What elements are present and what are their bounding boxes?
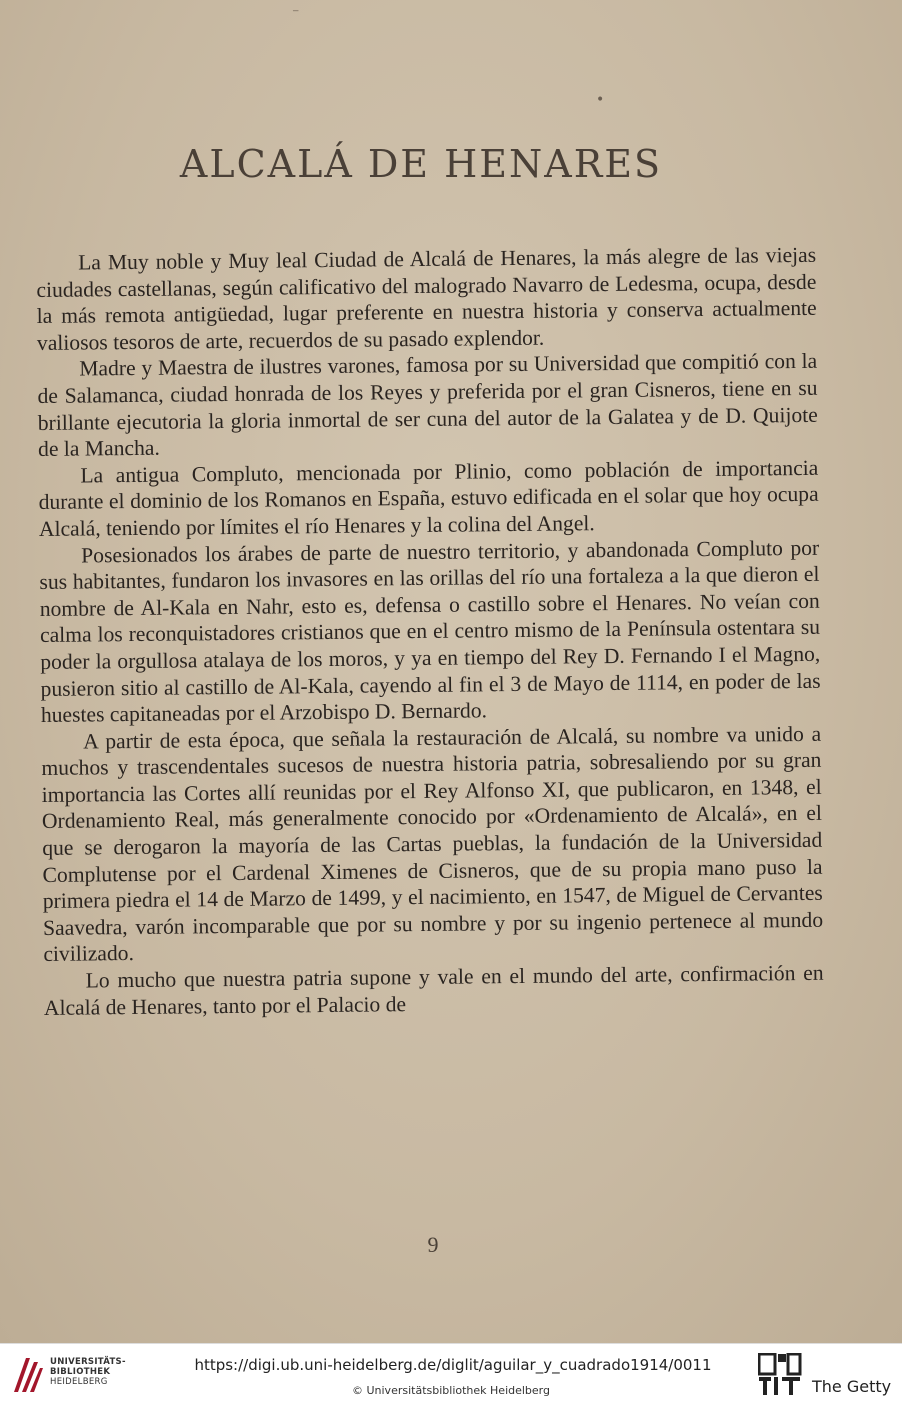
library-name-line: HEIDELBERG: [50, 1377, 108, 1387]
partner-name[interactable]: The Getty: [812, 1377, 892, 1396]
paragraph: A partir de esta época, que señala la restauración de Alcalá, su nombre va unido a muchos y trascendentales sucesos de nuestra historia patria, sobresaliendo por su gran importancia las Cortes allí reunidas por el Rey Alfonso XI, que publicaron, en 1348, el Ordenamiento Real, más generalmente conocido por «Ordenamiento de Alcalá», en el que se derogaron la mayoría de las Cartas pueblas, la fundación de la Universidad Complutense por el Cardenal Ximenes de Cisneros, que de su propia mano puso la primera piedra el 14 de Marzo de 1499, y el nacimiento, en 1547, de Miguel de Cervantes Saavedra, varón incomparable que por su nombre y por su ingenio pertenece al mundo civilizado.: [41, 721, 824, 967]
viewer-footer: [0, 1343, 902, 1408]
getty-logo-icon[interactable]: [758, 1353, 802, 1397]
paragraph: La Muy noble y Muy leal Ciudad de Alcalá de Henares, la más alegre de las viejas ciudades castellanas, según calificativo del malogrado Navarro de Ledesma, ocupa, desde la más remota antigüedad, lugar preferente en nuestra historia y conserva actualmente valiosos tesoros de arte, recuerdos de su pasado explendor.: [36, 242, 817, 355]
library-name-line: UNIVERSITÄTS-: [50, 1357, 126, 1367]
scan-speck: ⁻: [292, 6, 300, 22]
page-title: ALCALÁ DE HENARES: [179, 142, 663, 186]
scan-speck: •: [596, 92, 605, 108]
page-number: 9: [427, 1232, 439, 1257]
paragraph: La antigua Compluto, mencionada por Plinio, como población de importancia durante el dominio de los Romanos en España, estuvo edificada en el solar que hoy ocupa Alcalá, teniendo por límites el río Henares y la colina del Angel.: [38, 455, 819, 541]
paragraph: Lo mucho que nuestra patria supone y vale en el mundo del arte, confirmación en Alcalá de Henares, tanto por el Palacio de: [43, 960, 824, 1020]
body-text: [36, 242, 824, 1021]
paragraph: Posesionados los árabes de parte de nuestro territorio, y abandonada Compluto por sus habitantes, fundaron los invasores en las orillas del río una fortaleza a la que dieron el nombre de Al-Kala en Nahr, esto es, defensa o castillo sobre el Henares. No veían con calma los reconquistadores cristianos que en el centro mismo de la Península ostentara su poder la orgullosa atalaya de los moros, y ya en tiempo del Rey D. Fernando I el Magno, pusieron sitio al castillo de Al-Kala, cayendo al fin el 3 de Mayo de 1114, en poder de las huestes capitaneadas por el Arzobispo D. Bernardo.: [39, 535, 821, 728]
copyright-notice: © Universitätsbibliothek Heidelberg: [351, 1384, 550, 1397]
paragraph: Madre y Maestra de ilustres varones, famosa por su Universidad que compitió con la de Salamanca, ciudad honrada de los Reyes y preferida por el gran Cisneros, tiene en su brillante ejecutoria la gloria inmortal de ser cuna del autor de la Galatea y de D. Quijote de la Mancha.: [37, 349, 818, 462]
library-name-line: BIBLIOTHEK: [50, 1367, 111, 1377]
permalink-url[interactable]: https://digi.ub.uni-heidelberg.de/diglit/aguilar_y_cuadrado1914/0011: [194, 1356, 712, 1374]
